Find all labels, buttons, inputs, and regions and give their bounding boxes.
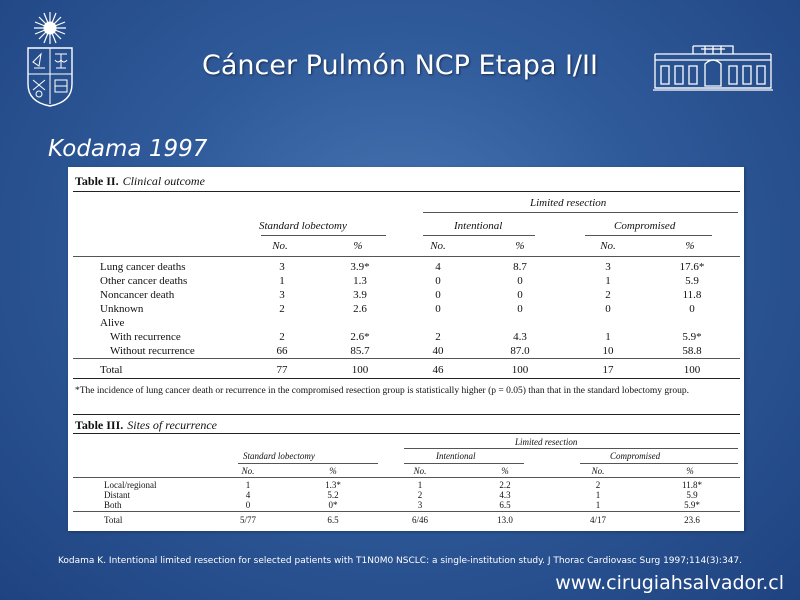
table-cell: 17.6* bbox=[679, 261, 705, 273]
row-label: Lung cancer deaths bbox=[100, 261, 186, 273]
table2-group-compromised: Compromised bbox=[614, 220, 676, 232]
table-cell: 1.3 bbox=[353, 275, 367, 287]
table-cell: 2.6 bbox=[353, 303, 367, 315]
table-cell: 85.7 bbox=[350, 345, 370, 357]
table-cell: 6.5 bbox=[327, 515, 339, 525]
table-cell: 1 bbox=[417, 480, 423, 490]
table2-col-no-2: No. bbox=[430, 240, 446, 252]
row-label: Distant bbox=[104, 490, 130, 500]
table2-col-pct-2: % bbox=[515, 240, 525, 252]
table-cell: 2.6* bbox=[350, 331, 370, 343]
table-cell: 3 bbox=[279, 289, 285, 301]
table-cell: 2 bbox=[595, 480, 601, 490]
table-cell: 1 bbox=[595, 500, 601, 510]
table-cell: 2.2 bbox=[499, 480, 511, 490]
table-cell: 8.7 bbox=[513, 261, 527, 273]
table-cell: 1 bbox=[279, 275, 285, 287]
row-label: With recurrence bbox=[110, 331, 181, 343]
table-cell: 0 bbox=[435, 303, 441, 315]
table-cell: 100 bbox=[683, 364, 701, 376]
table-cell: 3.9 bbox=[353, 289, 367, 301]
table-cell: 3 bbox=[605, 261, 611, 273]
table-cell: 4.3 bbox=[513, 331, 527, 343]
table2-group-standard: Standard lobectomy bbox=[259, 220, 347, 232]
table3-col-pct-2: % bbox=[501, 466, 509, 476]
table-cell: 0 bbox=[245, 500, 251, 510]
table-cell: 23.6 bbox=[684, 515, 700, 525]
table2-sub-rule-1 bbox=[261, 235, 386, 236]
table-cell: 4/17 bbox=[589, 515, 606, 525]
table3-caption: Sites of recurrence bbox=[127, 418, 217, 432]
table-cell: 87.0 bbox=[510, 345, 530, 357]
table3-group-header: Limited resection bbox=[515, 437, 578, 447]
row-label: Other cancer deaths bbox=[100, 275, 188, 287]
table2-caption: Clinical outcome bbox=[122, 174, 205, 188]
table-cell: 40 bbox=[432, 345, 444, 357]
table3-col-no-3: No. bbox=[591, 466, 605, 476]
table-cell: 2 bbox=[605, 289, 611, 301]
table3-col-no-2: No. bbox=[413, 466, 427, 476]
row-label: Without recurrence bbox=[110, 345, 195, 357]
table3-group-intentional: Intentional bbox=[436, 451, 476, 461]
table2-header-rule bbox=[73, 256, 740, 257]
table3-title bbox=[75, 418, 217, 433]
table-cell: 1 bbox=[605, 275, 611, 287]
table3-col-pct-3: % bbox=[686, 466, 694, 476]
website-url[interactable]: www.cirugiahsalvador.cl bbox=[555, 572, 784, 594]
table2-footnote: *The incidence of lung cancer death or recurrence in the compromised resection group is statistically higher (p = 0.05) than that in the standard lobectomy group. bbox=[75, 386, 689, 396]
table-cell: 1 bbox=[605, 331, 611, 343]
table-cell: 1.3* bbox=[325, 480, 341, 490]
table-cell: 100 bbox=[351, 364, 369, 376]
row-label: Unknown bbox=[100, 303, 144, 315]
table-cell: 0* bbox=[328, 500, 338, 510]
slide-subtitle: Kodama 1997 bbox=[48, 136, 208, 162]
table-cell: 6.5 bbox=[499, 500, 511, 510]
table2-col-no-1: No. bbox=[272, 240, 288, 252]
table-cell: 2 bbox=[279, 303, 285, 315]
table-cell: 2 bbox=[417, 490, 423, 500]
table-cell: 10 bbox=[602, 345, 614, 357]
row-label: Noncancer death bbox=[100, 289, 175, 301]
table2-col-pct-3: % bbox=[685, 240, 695, 252]
table2-sub-rule-2 bbox=[423, 235, 535, 236]
table-cell: 5.9 bbox=[685, 275, 699, 287]
table-cell: 5.2 bbox=[327, 490, 339, 500]
table2-group-rule bbox=[423, 212, 738, 213]
table-cell: 5.9* bbox=[684, 500, 700, 510]
table-cell: 0 bbox=[689, 303, 695, 315]
row-label: Both bbox=[104, 500, 122, 510]
table-cell: 0 bbox=[517, 303, 523, 315]
row-label: Alive bbox=[100, 317, 125, 329]
table-cell: 0 bbox=[435, 289, 441, 301]
table-cell: 5.9* bbox=[682, 331, 702, 343]
table-cell: 1 bbox=[245, 480, 251, 490]
table2-sub-rule-3 bbox=[585, 235, 712, 236]
table3-total-rule bbox=[73, 511, 740, 512]
table-cell: 0 bbox=[517, 275, 523, 287]
table3-title-rule bbox=[73, 433, 740, 434]
table-cell: 5.9 bbox=[686, 490, 698, 500]
table3-group-standard: Standard lobectomy bbox=[243, 451, 315, 461]
table-cell: 3.9* bbox=[350, 261, 370, 273]
slide-title: Cáncer Pulmón NCP Etapa I/II bbox=[202, 50, 598, 81]
table3-group-compromised: Compromised bbox=[610, 451, 661, 461]
table-cell: 17 bbox=[602, 364, 614, 376]
table-cell: 4 bbox=[435, 261, 441, 273]
table-cell: 2 bbox=[279, 331, 285, 343]
scanned-tables bbox=[68, 167, 744, 531]
table-cell: 58.8 bbox=[682, 345, 702, 357]
table2-label: Table II. bbox=[75, 174, 119, 188]
table-cell: 4 bbox=[245, 490, 251, 500]
table3-col-pct-1: % bbox=[329, 466, 337, 476]
table-cell: 11.8* bbox=[682, 480, 702, 490]
table-cell: 3 bbox=[417, 500, 423, 510]
table-cell: 0 bbox=[517, 289, 523, 301]
table2-group-header: Limited resection bbox=[530, 197, 607, 209]
table3-label: Table III. bbox=[75, 418, 124, 432]
table2-col-pct-1: % bbox=[353, 240, 363, 252]
table-cell: 5/77 bbox=[239, 515, 256, 525]
table-cell: 100 bbox=[511, 364, 529, 376]
table2-title bbox=[75, 174, 205, 189]
table3-top-rule bbox=[73, 414, 740, 415]
table2-top-rule bbox=[73, 191, 740, 192]
row-label: Total bbox=[104, 515, 123, 525]
table2-col-no-3: No. bbox=[600, 240, 616, 252]
table2-bottom-rule bbox=[73, 378, 740, 379]
table-cell: 13.0 bbox=[497, 515, 513, 525]
table-cell: 1 bbox=[595, 490, 601, 500]
table-cell: 0 bbox=[435, 275, 441, 287]
table-cell: 66 bbox=[276, 345, 288, 357]
table2-total-rule bbox=[73, 358, 740, 359]
table3-sub-rule-2 bbox=[404, 463, 524, 464]
table-cell: 3 bbox=[279, 261, 285, 273]
row-label: Local/regional bbox=[104, 480, 157, 490]
row-label: Total bbox=[100, 364, 123, 376]
table3-sub-rule-1 bbox=[238, 463, 378, 464]
citation: Kodama K. Intentional limited resection for selected patients with T1N0M0 NSCLC: a single-institution study. J Thorac Cardiovasc Surg 1997;114(3):347. bbox=[57, 556, 743, 566]
table3-group-rule bbox=[404, 448, 738, 449]
table3-header-rule bbox=[73, 477, 740, 478]
table2-group-intentional: Intentional bbox=[454, 220, 503, 232]
table-cell: 6/46 bbox=[411, 515, 428, 525]
table3-col-no-1: No. bbox=[241, 466, 255, 476]
table-cell: 11.8 bbox=[682, 289, 702, 301]
table-cell: 46 bbox=[432, 364, 444, 376]
table3-sub-rule-3 bbox=[580, 463, 738, 464]
table-cell: 2 bbox=[435, 331, 441, 343]
table-cell: 0 bbox=[605, 303, 611, 315]
table-cell: 77 bbox=[276, 364, 288, 376]
table-cell: 4.3 bbox=[499, 490, 511, 500]
